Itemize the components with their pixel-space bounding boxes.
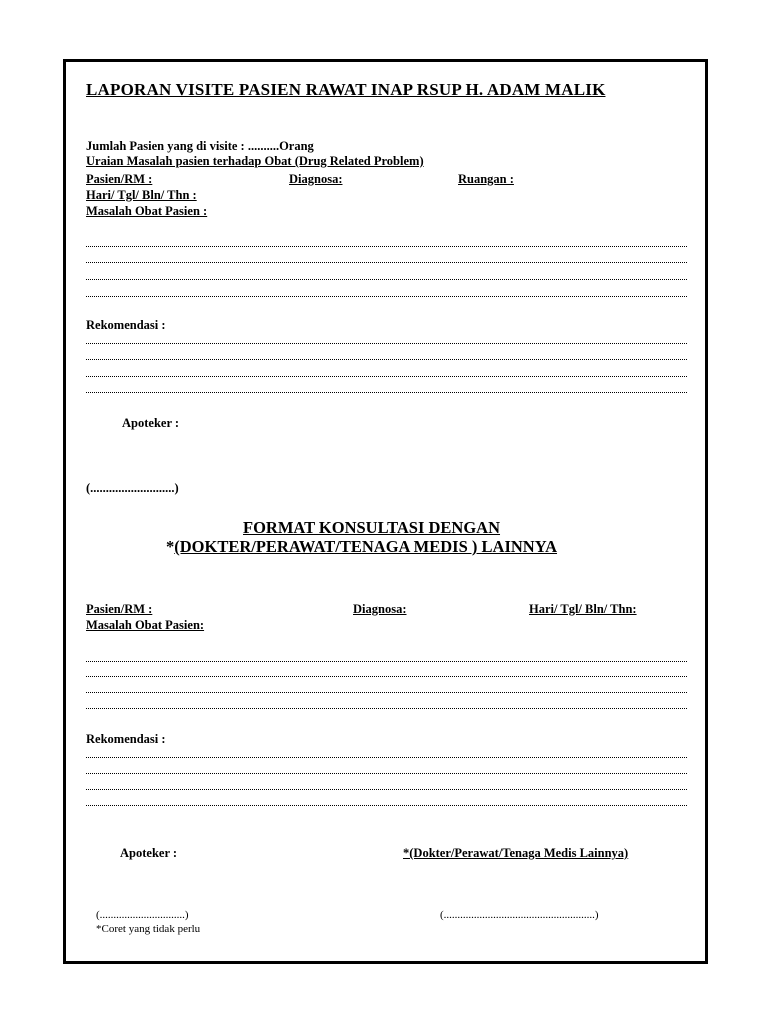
konsul-rekomendasi-line-3: [86, 789, 687, 790]
masalah-line-3: [86, 279, 687, 280]
masalah-line-2: [86, 262, 687, 263]
apoteker-signature-line: (...............................): [96, 909, 189, 921]
jumlah-pasien-label: Jumlah Pasien yang di visite : ..........Orang: [86, 139, 314, 153]
uraian-label: Uraian Masalah pasien terhadap Obat (Drug Related Problem): [86, 154, 424, 168]
pasien-rm-label: Pasien/RM :: [86, 172, 153, 186]
masalah-obat-label: Masalah Obat Pasien :: [86, 204, 208, 218]
konsul-apoteker-label: Apoteker :: [120, 846, 178, 860]
konsul-pasien-rm-label: Pasien/RM :: [86, 602, 153, 616]
rekomendasi-label: Rekomendasi :: [86, 318, 166, 332]
konsul-rekomendasi-label: Rekomendasi :: [86, 732, 166, 746]
diagnosa-label: Diagnosa:: [289, 172, 343, 186]
hari-tgl-label: Hari/ Tgl/ Bln/ Thn :: [86, 188, 197, 202]
konsul-masalah-line-1: [86, 661, 687, 662]
konsul-masalah-line-4: [86, 708, 687, 709]
konsul-hari-tgl-label: Hari/ Tgl/ Bln/ Thn:: [529, 602, 637, 616]
ruangan-label: Ruangan :: [458, 172, 514, 186]
konsul-masalah-line-2: [86, 676, 687, 677]
dokter-signature-line: (.......................................................): [440, 909, 599, 921]
consultation-title-line2: [166, 537, 558, 556]
konsul-diagnosa-label: Diagnosa:: [353, 602, 407, 616]
consultation-title-asterisk: *: [166, 537, 175, 556]
konsul-rekomendasi-line-1: [86, 757, 687, 758]
masalah-line-1: [86, 246, 687, 247]
rekomendasi-line-2: [86, 359, 687, 360]
konsul-rekomendasi-line-4: [86, 805, 687, 806]
rekomendasi-line-3: [86, 376, 687, 377]
konsul-masalah-line-3: [86, 692, 687, 693]
masalah-line-4: [86, 296, 687, 297]
footnote: *Coret yang tidak perlu: [96, 923, 201, 935]
apoteker-signature: (...........................): [86, 481, 179, 495]
consultation-title-line1: FORMAT KONSULTASI DENGAN: [243, 518, 501, 537]
apoteker-label: Apoteker :: [122, 416, 180, 430]
dokter-label: *(Dokter/Perawat/Tenaga Medis Lainnya): [403, 846, 629, 860]
rekomendasi-line-4: [86, 392, 687, 393]
konsul-rekomendasi-line-2: [86, 773, 687, 774]
report-title: LAPORAN VISITE PASIEN RAWAT INAP RSUP H. ADAM MALIK: [86, 80, 606, 99]
consultation-title-text: (DOKTER/PERAWAT/TENAGA MEDIS ) LAINNYA: [174, 537, 558, 556]
rekomendasi-line-1: [86, 343, 687, 344]
konsul-masalah-obat-label: Masalah Obat Pasien:: [86, 618, 205, 632]
